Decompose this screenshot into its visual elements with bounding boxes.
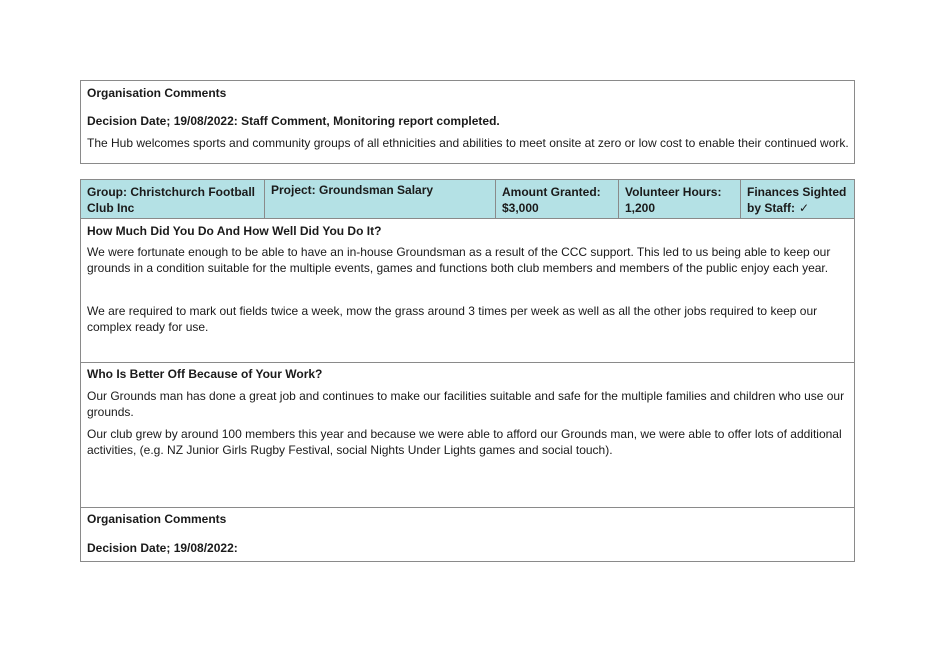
group-cell: Group: Christchurch Football Club Inc bbox=[81, 180, 265, 218]
better-off-section bbox=[81, 363, 854, 508]
better-off-paragraph-1: Our Grounds man has done a great job and continues to make our facilities suitable and safe for the multiple families and children who use our grounds. bbox=[87, 389, 845, 419]
organisation-comments-section bbox=[81, 508, 854, 561]
check-mark-icon: ✓ bbox=[799, 201, 810, 215]
how-much-paragraph-2: We are required to mark out fields twice a week, mow the grass around 3 times per week as well as all the other jobs required to keep our complex ready for use. bbox=[87, 304, 818, 334]
volunteer-hours-value: 1,200 bbox=[625, 201, 656, 215]
organisation-comments-heading: Organisation Comments bbox=[87, 512, 227, 526]
amount-granted-label: Amount Granted: bbox=[502, 185, 601, 199]
volunteer-hours-label: Volunteer Hours: bbox=[625, 185, 722, 199]
organisation-comments-box bbox=[80, 80, 855, 164]
project-cell: Project: Groundsman Salary bbox=[265, 180, 496, 218]
how-much-heading: How Much Did You Do And How Well Did You Do It? bbox=[87, 224, 382, 238]
volunteer-hours-cell bbox=[619, 180, 741, 218]
finances-sighted-cell bbox=[741, 180, 854, 218]
amount-granted-value: $3,000 bbox=[502, 201, 539, 215]
decision-date-line: Decision Date; 19/08/2022: Staff Comment, Monitoring report completed. bbox=[87, 114, 500, 128]
how-much-paragraph-1: We were fortunate enough to be able to have an in-house Groundsman as a result of the CCC support. This led to us being able to keep our grounds in a condition suitable for the multiple events, games and functions both club members and members of the public enjoy each year. bbox=[87, 245, 831, 275]
amount-granted-cell bbox=[496, 180, 619, 218]
grant-report-table bbox=[80, 179, 855, 562]
better-off-heading: Who Is Better Off Because of Your Work? bbox=[87, 367, 323, 381]
finances-sighted-label: Finances Sighted by Staff: bbox=[747, 185, 847, 215]
table-header-row bbox=[81, 180, 854, 219]
organisation-comments-heading: Organisation Comments bbox=[87, 86, 227, 100]
decision-date-line: Decision Date; 19/08/2022: bbox=[87, 541, 238, 555]
better-off-paragraph-2: Our club grew by around 100 members this year and because we were able to afford our Grounds man, we were able to offer lots of additional activities, (e.g. NZ Junior Girls Rugby Festival, social Nights Under Lights games and social touch). bbox=[87, 427, 842, 457]
how-much-section bbox=[81, 219, 854, 363]
organisation-comment-text: The Hub welcomes sports and community groups of all ethnicities and abilities to meet onsite at zero or low cost to enable their continued work. bbox=[87, 136, 849, 150]
